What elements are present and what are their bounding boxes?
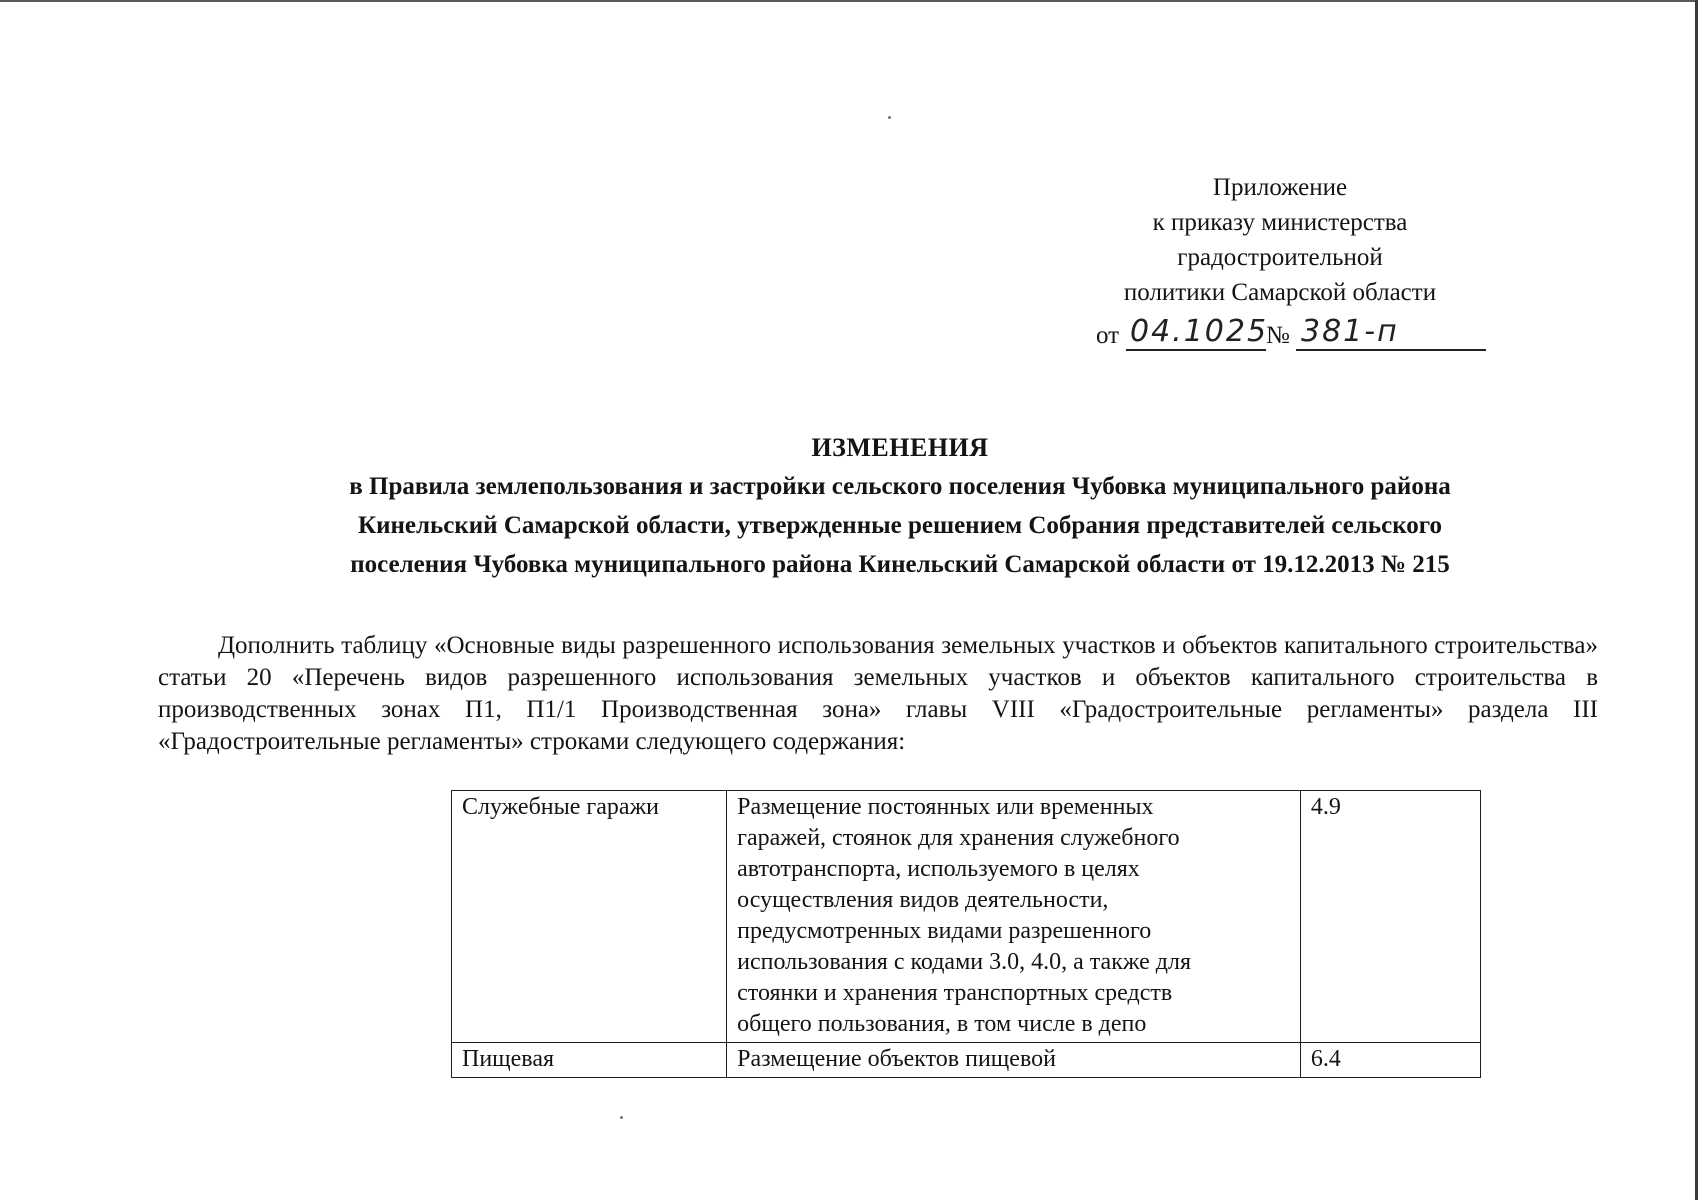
title-line: Кинельский Самарской области, утвержденные решением Собрания представителей сельского — [357, 512, 1443, 539]
date-underline — [1126, 349, 1266, 351]
description-line: предусмотренных видами разрешенного — [737, 918, 1152, 944]
description-line: стоянки и хранения транспортных средств — [737, 980, 1173, 1006]
scan-speck — [888, 116, 891, 119]
scan-speck — [620, 1116, 623, 1119]
appendix-block — [1080, 170, 1480, 310]
description-line: использования с кодами 3.0, 4.0, а также для — [737, 949, 1192, 975]
description-line: автотранспорта, используемого в целях — [737, 856, 1140, 882]
land-use-table — [451, 790, 1481, 1078]
handwritten-number: 381-п — [1301, 314, 1399, 349]
table-row — [452, 791, 1481, 1043]
description-line: гаражей, стоянок для хранения служебного — [737, 825, 1180, 851]
handwritten-date: 04.1025 — [1130, 314, 1269, 349]
title-heading: ИЗМЕНЕНИЯ — [811, 433, 989, 462]
number-underline — [1296, 349, 1486, 351]
from-label: от — [1096, 322, 1120, 349]
order-date-number — [1096, 314, 1496, 358]
title-line: поселения Чубовка муниципального района Кинельский Самарской области от 19.12.2013 № 215 — [350, 551, 1450, 578]
document-title — [200, 428, 1600, 584]
description-cell — [727, 791, 1301, 1043]
title-line: в Правила землепользования и застройки сельского поселения Чубовка муниципального района — [349, 473, 1451, 500]
use-name-cell: Служебные гаражи — [452, 791, 727, 1043]
code-cell: 4.9 — [1300, 791, 1480, 1043]
table-row — [452, 1043, 1481, 1078]
use-name-cell: Пищевая — [452, 1043, 727, 1078]
scan-top-edge — [0, 0, 1698, 2]
body-paragraph: Дополнить таблицу «Основные виды разрешенного использования земельных участков и объектов капитального строительства» статьи 20 «Перечень видов разрешенного использования земельных участков и объектов капитального строительства в производственных зонах П1, П1/1 Производственная зона» главы VIII «Градостроительные регламенты» раздела III «Градостроительные регламенты» строками следующего содержания: — [158, 632, 1598, 755]
description-cell — [727, 1043, 1301, 1078]
description-line: осуществления видов деятельности, — [737, 887, 1109, 913]
appendix-line: политики Самарской области — [1123, 279, 1437, 306]
description-line: общего пользования, в том числе в депо — [737, 1011, 1147, 1037]
description-line: Размещение объектов пищевой — [737, 1046, 1056, 1072]
number-label: № — [1266, 322, 1290, 349]
code-cell: 6.4 — [1300, 1043, 1480, 1078]
appendix-line: к приказу министерства — [1152, 209, 1408, 236]
appendix-line: градостроительной — [1177, 244, 1383, 271]
appendix-line: Приложение — [1212, 174, 1348, 201]
description-line: Размещение постоянных или временных — [737, 794, 1154, 820]
